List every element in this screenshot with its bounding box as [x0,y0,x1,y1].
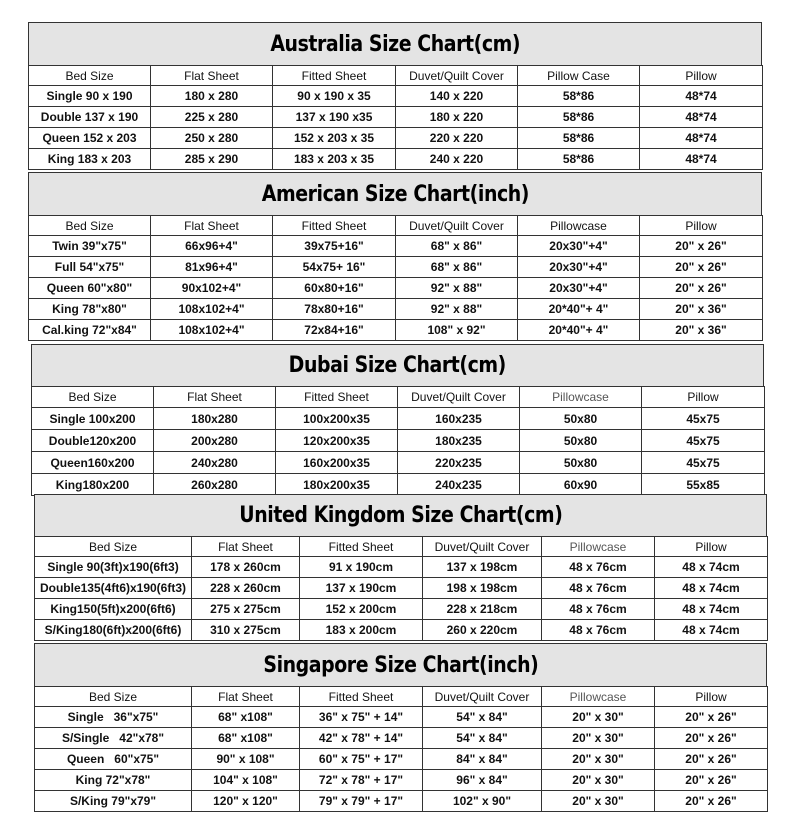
table-row [32,430,765,452]
cell: 20" x 26" [655,749,768,770]
table-row [32,452,765,474]
cell: 20" x 26" [655,707,768,728]
cell: 36" x 75" + 14" [300,707,423,728]
cell: 48 x 74cm [655,620,768,641]
cell: 92" x 88" [396,278,518,299]
header-duvet-cover: Duvet/Quilt Cover [398,387,520,408]
cell: 48*74 [640,149,763,170]
header-fitted-sheet: Fitted Sheet [276,387,398,408]
cell: 50x80 [520,452,642,474]
cell: 39x75+16" [273,236,396,257]
cell: 68" x 86" [396,257,518,278]
header-pillow: Pillow [642,387,765,408]
cell: 45x75 [642,452,765,474]
cell: 72x84+16" [273,320,396,341]
table-row [35,620,768,641]
cell: 54" x 84" [423,707,542,728]
cell: 20" x 30" [542,707,655,728]
cell: 48 x 74cm [655,578,768,599]
united-kingdom-section [34,494,767,641]
table-row [32,408,765,430]
cell: Twin 39"x75" [29,236,151,257]
cell: 78x80+16" [273,299,396,320]
header-pillow: Pillow [640,216,763,236]
table-row [29,86,763,107]
cell: 178 x 260cm [192,557,300,578]
cell: Single 100x200 [32,408,154,430]
table-row [32,474,765,496]
cell: 104" x 108" [192,770,300,791]
cell: 285 x 290 [151,149,273,170]
cell: King180x200 [32,474,154,496]
australia-section [28,22,762,170]
table-row [35,557,768,578]
header-fitted-sheet: Fitted Sheet [300,687,423,707]
header-duvet-cover: Duvet/Quilt Cover [396,66,518,86]
cell: 152 x 200cm [300,599,423,620]
cell: 140 x 220 [396,86,518,107]
cell: 48 x 76cm [542,620,655,641]
header-duvet-cover: Duvet/Quilt Cover [423,687,542,707]
cell: 220 x 220 [396,128,518,149]
cell: 90" x 108" [192,749,300,770]
cell: 48*74 [640,128,763,149]
cell: 310 x 275cm [192,620,300,641]
cell: 20x30"+4" [518,278,640,299]
header-flat-sheet: Flat Sheet [192,537,300,557]
header-pillowcase: Pillow Case [518,66,640,86]
cell: 240x235 [398,474,520,496]
cell: 180x200x35 [276,474,398,496]
cell: S/King 79"x79" [35,791,192,812]
cell: King 78"x80" [29,299,151,320]
cell: 42" x 78" + 14" [300,728,423,749]
cell: 100x200x35 [276,408,398,430]
table-row [29,278,763,299]
cell: 50x80 [520,408,642,430]
cell: 45x75 [642,430,765,452]
cell: 240x280 [154,452,276,474]
header-pillow: Pillow [655,537,768,557]
cell: 60x90 [520,474,642,496]
cell: Single 90 x 190 [29,86,151,107]
header-flat-sheet: Flat Sheet [192,687,300,707]
cell: 48 x 76cm [542,599,655,620]
header-bed-size: Bed Size [35,537,192,557]
cell: 137 x 190cm [300,578,423,599]
cell: 160x235 [398,408,520,430]
header-bed-size: Bed Size [35,687,192,707]
cell: 20" x 26" [655,728,768,749]
cell: 275 x 275cm [192,599,300,620]
cell: 20x30"+4" [518,257,640,278]
header-pillowcase: Pillowcase [542,537,655,557]
cell: 180 x 280 [151,86,273,107]
cell: Single 36"x75" [35,707,192,728]
cell: Full 54"x75" [29,257,151,278]
cell: 180x280 [154,408,276,430]
cell: 48*74 [640,107,763,128]
cell: 66x96+4" [151,236,273,257]
cell: 20x30"+4" [518,236,640,257]
table-row [35,599,768,620]
table-row [35,749,768,770]
cell: 20*40"+ 4" [518,320,640,341]
cell: 20*40"+ 4" [518,299,640,320]
cell: Double120x200 [32,430,154,452]
header-flat-sheet: Flat Sheet [151,216,273,236]
section-title: Singapore Size Chart(inch) [34,643,767,686]
cell: 60x80+16" [273,278,396,299]
header-flat-sheet: Flat Sheet [151,66,273,86]
cell: 54" x 84" [423,728,542,749]
cell: 20" x 26" [640,257,763,278]
cell: 20" x 36" [640,320,763,341]
cell: 81x96+4" [151,257,273,278]
cell: 60" x 75" + 17" [300,749,423,770]
cell: 102" x 90" [423,791,542,812]
cell: 228 x 260cm [192,578,300,599]
cell: 160x200x35 [276,452,398,474]
cell: 20" x 30" [542,749,655,770]
cell: 54x75+ 16" [273,257,396,278]
american-section [28,172,762,341]
table-row [29,149,763,170]
cell: 91 x 190cm [300,557,423,578]
table-row [35,707,768,728]
cell: King 72"x78" [35,770,192,791]
table-row [29,320,763,341]
header-flat-sheet: Flat Sheet [154,387,276,408]
cell: 198 x 198cm [423,578,542,599]
cell: 180 x 220 [396,107,518,128]
cell: 68" x108" [192,728,300,749]
cell: Queen 60"x75" [35,749,192,770]
cell: 90x102+4" [151,278,273,299]
cell: 137 x 190 x35 [273,107,396,128]
size-table [31,386,765,496]
header-pillowcase: Pillowcase [542,687,655,707]
cell: Queen 152 x 203 [29,128,151,149]
table-row [29,128,763,149]
cell: Double 137 x 190 [29,107,151,128]
size-table [34,536,768,641]
cell: 84" x 84" [423,749,542,770]
cell: 250 x 280 [151,128,273,149]
table-row [29,236,763,257]
size-table [34,686,768,812]
header-duvet-cover: Duvet/Quilt Cover [396,216,518,236]
cell: 20" x 26" [640,236,763,257]
header-fitted-sheet: Fitted Sheet [273,216,396,236]
table-row [29,257,763,278]
cell: Single 90(3ft)x190(6ft3) [35,557,192,578]
header-fitted-sheet: Fitted Sheet [273,66,396,86]
cell: 58*86 [518,86,640,107]
cell: 48 x 76cm [542,557,655,578]
cell: 108" x 92" [396,320,518,341]
header-fitted-sheet: Fitted Sheet [300,537,423,557]
cell: 20" x 30" [542,728,655,749]
header-duvet-cover: Duvet/Quilt Cover [423,537,542,557]
cell: 96" x 84" [423,770,542,791]
singapore-section [34,643,767,812]
cell: 152 x 203 x 35 [273,128,396,149]
cell: 260x280 [154,474,276,496]
cell: 120" x 120" [192,791,300,812]
cell: 68" x 86" [396,236,518,257]
cell: 137 x 198cm [423,557,542,578]
cell: 225 x 280 [151,107,273,128]
table-row [35,770,768,791]
table-row [35,728,768,749]
cell: 220x235 [398,452,520,474]
cell: Queen 60"x80" [29,278,151,299]
header-bed-size: Bed Size [32,387,154,408]
header-bed-size: Bed Size [29,216,151,236]
table-row [35,578,768,599]
cell: S/King180(6ft)x200(6ft6) [35,620,192,641]
section-title: American Size Chart(inch) [28,172,762,215]
cell: Queen160x200 [32,452,154,474]
cell: 68" x108" [192,707,300,728]
cell: 48 x 76cm [542,578,655,599]
cell: 20" x 26" [655,770,768,791]
cell: 200x280 [154,430,276,452]
cell: 183 x 203 x 35 [273,149,396,170]
table-row [29,107,763,128]
cell: 55x85 [642,474,765,496]
cell: 58*86 [518,107,640,128]
cell: 72" x 78" + 17" [300,770,423,791]
cell: 20" x 30" [542,791,655,812]
cell: 260 x 220cm [423,620,542,641]
cell: 20" x 26" [640,278,763,299]
section-title: United Kingdom Size Chart(cm) [34,494,767,536]
cell: King 183 x 203 [29,149,151,170]
cell: 90 x 190 x 35 [273,86,396,107]
cell: 108x102+4" [151,299,273,320]
header-pillowcase: Pillowcase [518,216,640,236]
header-pillow: Pillow [655,687,768,707]
cell: 58*86 [518,149,640,170]
cell: 79" x 79" + 17" [300,791,423,812]
cell: 108x102+4" [151,320,273,341]
cell: 45x75 [642,408,765,430]
cell: King150(5ft)x200(6ft6) [35,599,192,620]
table-row [35,791,768,812]
cell: Double135(4ft6)x190(6ft3) [35,578,192,599]
cell: 48 x 74cm [655,599,768,620]
cell: 92" x 88" [396,299,518,320]
cell: 240 x 220 [396,149,518,170]
header-pillow: Pillow [640,66,763,86]
cell: 120x200x35 [276,430,398,452]
header-bed-size: Bed Size [29,66,151,86]
cell: S/Single 42"x78" [35,728,192,749]
dubai-section [31,344,764,496]
section-title: Australia Size Chart(cm) [28,22,762,65]
header-pillowcase: Pillowcase [520,387,642,408]
cell: 50x80 [520,430,642,452]
cell: 180x235 [398,430,520,452]
size-table [28,65,763,170]
cell: 58*86 [518,128,640,149]
cell: 228 x 218cm [423,599,542,620]
size-table [28,215,763,341]
cell: 20" x 30" [542,770,655,791]
cell: 183 x 200cm [300,620,423,641]
cell: Cal.king 72"x84" [29,320,151,341]
section-title: Dubai Size Chart(cm) [31,344,764,386]
cell: 20" x 26" [655,791,768,812]
cell: 20" x 36" [640,299,763,320]
cell: 48 x 74cm [655,557,768,578]
cell: 48*74 [640,86,763,107]
table-row [29,299,763,320]
